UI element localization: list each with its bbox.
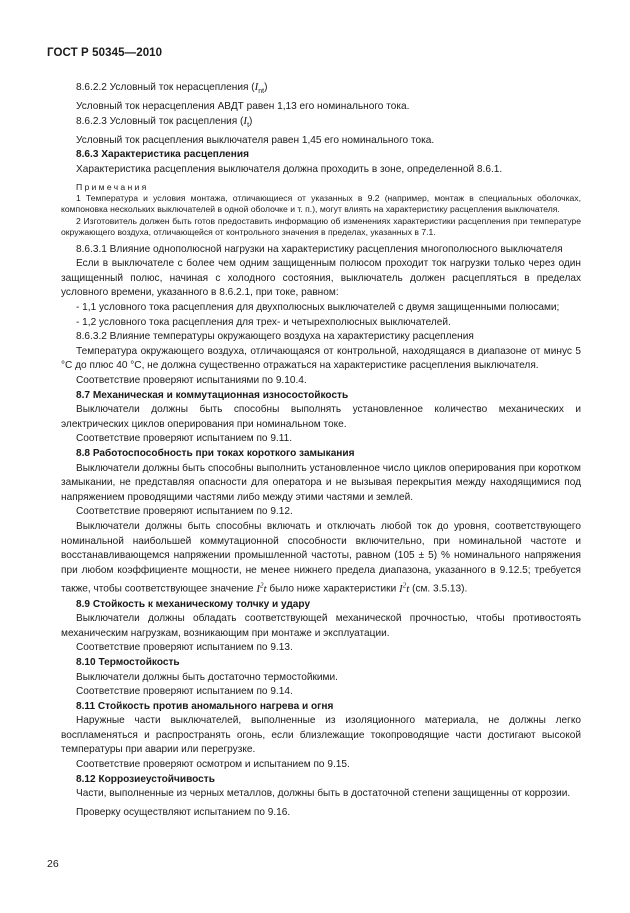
paragraph: Соответствие проверяют испытанием по 9.11.	[76, 433, 293, 445]
page-body	[61, 80, 581, 820]
section-heading: 8.8 Работоспособность при токах короткого замыкания	[76, 447, 355, 459]
paragraph: Выключатели должны быть способны включать и отключать любой ток до уровня, соответствующего номинальной наибольшей коммутационной способности включительно, при номинальной частоте и восстанавливающемся напряжении промышленной частоты, равном (105 ± 5) % номинального напряжения при любом коэффициенте мощности, не менее нижнего предела диапазона, указанного в 9.12.5; требуется также, чтобы соответствующее значение $I^2t$ было ниже характеристики $I^2t$ (см. 3.5.13).	[61, 520, 581, 595]
section-heading: 8.12 Коррозиеустойчивость	[76, 773, 215, 785]
clause-8-6-3-1: 8.6.3.1 Влияние однополюсной нагрузки на характеристику расцепления многополюсного выключателя	[76, 243, 563, 255]
paragraph: Условный ток нерасцепления АВДТ равен 1,13 его номинального тока.	[76, 100, 410, 112]
document-header: ГОСТ Р 50345—2010	[47, 47, 163, 59]
symbol-i: I	[243, 115, 248, 128]
paragraph: Соответствие проверяют испытаниями по 9.10.4.	[76, 374, 307, 386]
paragraph: Соответствие проверяют испытанием по 9.13.	[76, 642, 293, 654]
paragraph: Характеристика расцепления выключателя должна проходить в зоне, определенной 8.6.1.	[76, 164, 503, 175]
paragraph: Части, выполненные из черных металлов, должны быть в достаточной степени защищенны от коррозии.	[76, 788, 571, 800]
paragraph: Температура окружающего воздуха, отличающаяся от контрольной, находящаяся в диапазоне от минус 5 °С до плюс 40 °С, не должна существенно отражаться на характеристике расцепления выключателя.	[61, 345, 581, 372]
notes-title: Примечания	[76, 181, 149, 192]
paragraph: Выключатели должны быть достаточно термостойкими.	[76, 671, 338, 683]
section-heading: 8.10 Термостойкость	[76, 656, 180, 668]
clause-8-6-3-2: 8.6.3.2 Влияние температуры окружающего воздуха на характеристику расцепления	[76, 331, 474, 343]
symbol-i: I	[254, 81, 259, 93]
paragraph: Наружные части выключателей, выполненные из изоляционного материала, не должны легко воспламеняться и распространять огонь, если близлежащие токопроводящие части достигают высокой температуры при аварии или перегрузке.	[61, 715, 581, 756]
section-heading: 8.7 Механическая и коммутационная износостойкость	[76, 389, 349, 401]
paragraph: Соответствие проверяют испытанием по 9.14.	[76, 686, 293, 698]
paragraph: Соответствие проверяют испытанием по 9.12.	[76, 506, 293, 518]
list-item: - 1,1 условного тока расцепления для двухполюсных выключателей с двумя защищенными полюсами;	[76, 302, 560, 313]
note-2: 2 Изготовитель должен быть готов предоставить информацию об изменениях характеристики расцепления при температуре окружающего воздуха, отличающейся от контрольного значения в пределах, указанных в 7.1.	[61, 215, 581, 238]
list-item: - 1,2 условного тока расцепления для трех- и четырехполюсных выключателей.	[76, 316, 451, 328]
symbol-i2t: $I^2t$	[256, 581, 267, 595]
paragraph: Проверку осуществляют испытанием по 9.16.	[76, 806, 291, 818]
section-heading: 8.9 Стойкость к механическому толчку и удару	[76, 598, 311, 610]
paragraph: Условный ток расцепления выключателя равен 1,45 его номинального тока.	[76, 134, 435, 146]
section-heading: 8.6.3 Характеристика расцепления	[76, 149, 249, 161]
symbol-i2t: $I^2t$	[399, 581, 410, 595]
paragraph: Выключатели должны быть способны выполнять установленное количество механических и электрических циклов оперирования при номинальном токе.	[61, 404, 581, 430]
page-number: 26	[47, 858, 59, 870]
section-heading: 8.11 Стойкость против аномального нагрева и огня	[76, 700, 334, 712]
clause-8-6-2-2: 8.6.2.2 Условный ток нерасцепления $(I_{nt})$	[76, 81, 268, 96]
paragraph: Выключатели должны обладать соответствующей механической прочностью, чтобы противостоять механическим нагрузкам, возникающим при монтаже и эксплуатации.	[61, 613, 581, 639]
paragraph: Выключатели должны быть способны выполнить установленное число циклов оперирования при коротком замыкании, не представляя опасности для оператора и не вызывая перекрытия между находящимися под напряжением проводящими частями либо между этими частями и землей.	[61, 462, 581, 503]
paragraph: Соответствие проверяют осмотром и испытанием по 9.15.	[76, 759, 350, 771]
paragraph: Если в выключателе с более чем одним защищенным полюсом проходит ток нагрузки только через один защищенный полюс, начиная с холодного состояния, выключатель должен расцепляться в пределах условного времени, указанного в 8.6.2.1, при токе, равном:	[61, 258, 581, 299]
note-1: 1 Температура и условия монтажа, отличающиеся от указанных в 9.2 (например, монтаж в специальных оболочках, компоновка нескольких выключателей в одной оболочке и т. п.), могут влиять на характеристику расцепления выключателя.	[61, 193, 581, 215]
clause-8-6-2-3: 8.6.2.3 Условный ток расцепления $(I_t)$	[76, 115, 253, 130]
